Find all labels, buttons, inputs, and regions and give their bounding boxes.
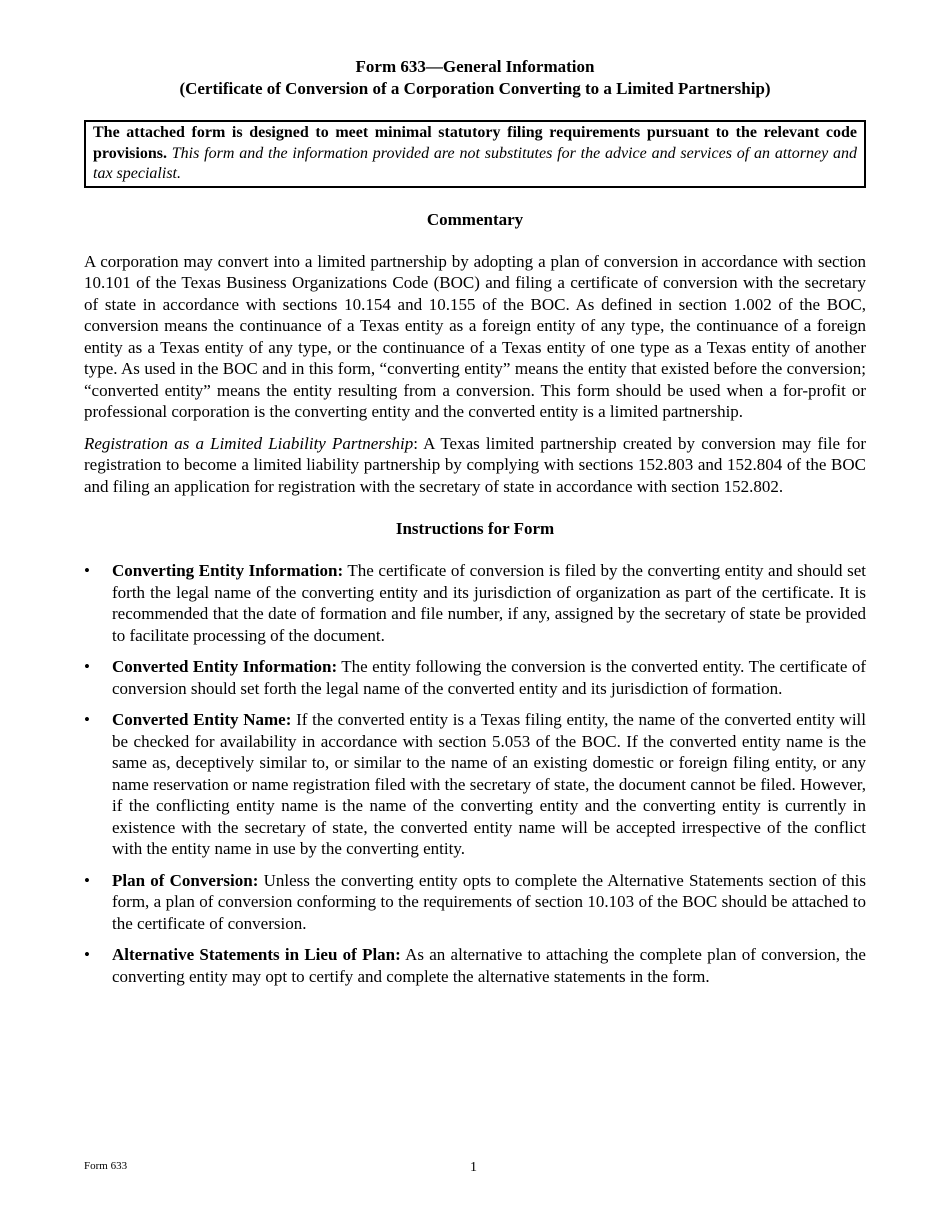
item-label: Alternative Statements in Lieu of Plan: — [112, 945, 401, 964]
bullet-icon: • — [84, 945, 90, 964]
list-item — [84, 944, 866, 987]
commentary-paragraph-2 — [84, 433, 866, 498]
commentary-heading: Commentary — [426, 209, 524, 229]
notice-italic-text: This form and the information provided are not substitutes for the advice and services of an attorney and tax specialist. — [93, 144, 857, 182]
item-label: Converting Entity Information: — [112, 561, 344, 580]
statutory-notice-box — [84, 120, 866, 188]
instructions-heading: Instructions for Form — [395, 519, 555, 538]
list-item — [84, 870, 866, 935]
item-label: Converted Entity Name: — [112, 710, 292, 729]
notice-bold-text: The attached form is designed to meet minimal statutory filing requirements pursuant to the relevant code provisions. — [93, 124, 857, 162]
document-page — [84, 56, 866, 997]
bullet-icon: • — [84, 657, 90, 676]
bullet-icon: • — [84, 870, 90, 890]
item-text: The certificate of conversion is filed by the converting entity and should set forth the legal name of the converting entity and its jurisdiction of organization as part of the certificate. It is recommended that the date of formation and file number, if any, assigned by the secretary of state be provided to facilitate processing of the document. — [112, 561, 866, 645]
list-item — [84, 560, 866, 646]
list-item — [84, 709, 866, 860]
commentary-paragraph-1: A corporation may convert into a limited partnership by adopting a plan of conversion in accordance with section 10.101 of the Texas Business Organizations Code (BOC) and filing a certificate of conversion with the secretary of state in accordance with sections 10.154 and 10.155 of the BOC. As defined in section 1.002 of the BOC, conversion means the continuance of a Texas entity as a foreign entity of any type, the continuance of a foreign entity as a Texas entity of any type, or the continuance of a Texas entity of one type as a Texas entity of another type. As used in the BOC and in this form, “converting entity” means the entity that existed before the conversion; “converted entity” means the entity resulting from a conversion. This form should be used when a for-profit or professional corporation is the converting entity and the converted entity is a limited partnership. — [84, 251, 866, 421]
footer-form-label: Form 633 — [84, 1160, 128, 1172]
llp-registration-label: Registration as a Limited Liability Partnership — [84, 433, 414, 453]
item-label: Plan of Conversion: — [112, 870, 259, 890]
instructions-list — [84, 560, 866, 987]
item-text: The entity following the conversion is the converted entity. The certificate of conversion should set forth the legal name of the converted entity and its jurisdiction of formation. — [112, 657, 866, 698]
item-text: Unless the converting entity opts to complete the Alternative Statements section of this form, a plan of conversion conforming to the requirements of section 10.103 of the BOC should be attached to the certificate of conversion. — [112, 870, 866, 933]
bullet-icon: • — [84, 710, 90, 729]
list-item — [84, 656, 866, 699]
page-number: 1 — [470, 1160, 477, 1175]
item-text: If the converted entity is a Texas filing entity, the name of the converted entity will be checked for availability in accordance with section 5.053 of the BOC. If the converted entity name is the same as, deceptively similar to, or similar to the name of an existing domestic or foreign filing entity, or any name reservation or name registration filed with the secretary of state, the document cannot be filed. However, if the conflicting entity name is the name of the converting entity and the converting entity is currently in existence with the secretary of state, the converted entity name will be accepted irrespective of the conflict with the entity name in use by the converting entity. — [112, 710, 867, 858]
item-label: Converted Entity Information: — [112, 657, 338, 676]
item-text: As an alternative to attaching the complete plan of conversion, the converting entity may opt to certify and complete the alternative statements in the form. — [112, 945, 866, 986]
bullet-icon: • — [84, 561, 90, 580]
form-title-line1: Form 633—General Information — [355, 57, 595, 76]
form-title-line2: (Certificate of Conversion of a Corporation Converting to a Limited Partnership) — [179, 78, 771, 98]
llp-registration-text: : A Texas limited partnership created by conversion may file for registration to become a limited liability partnership by complying with sections 152.803 and 152.804 of the BOC and filing an application for registration with the secretary of state in accordance with section 152.802. — [84, 433, 866, 496]
